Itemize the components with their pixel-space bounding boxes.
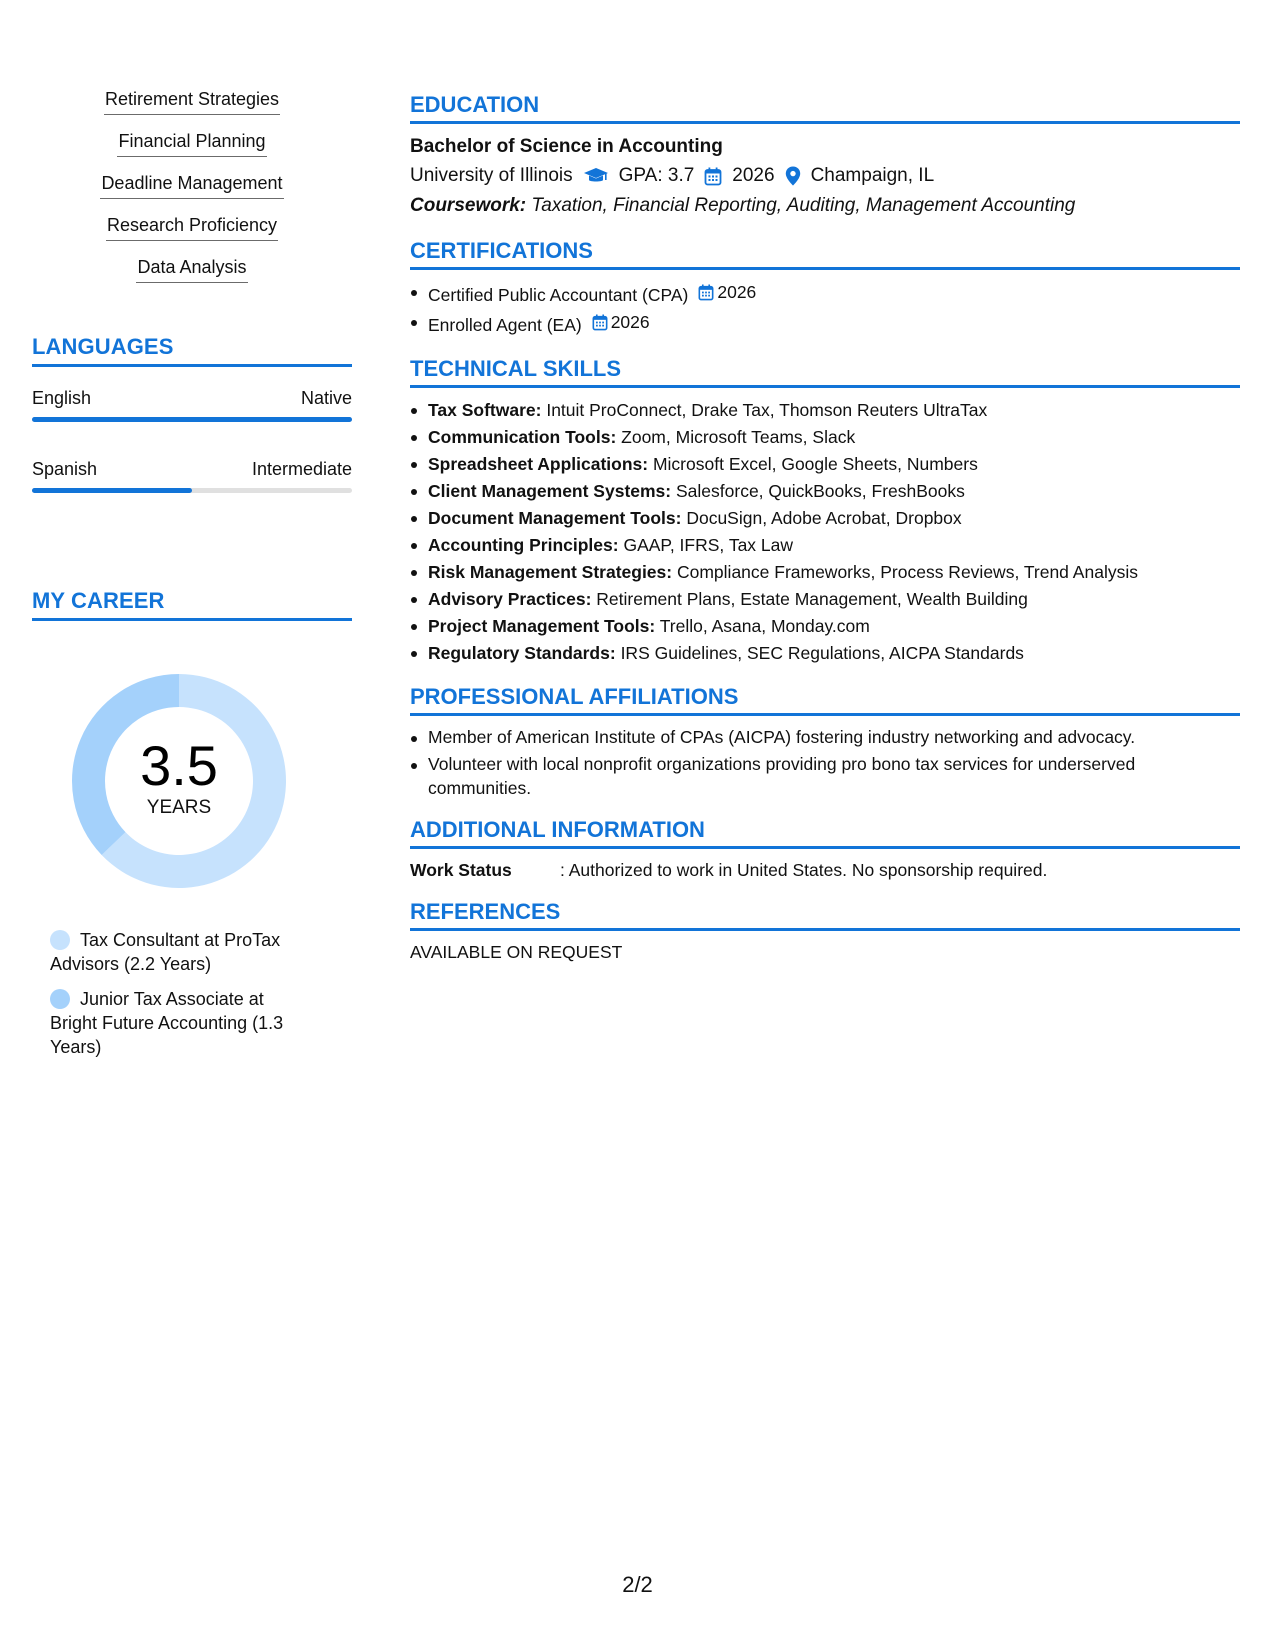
calendar-icon [592,314,608,331]
language-bar [32,488,352,493]
language-bar [32,417,352,422]
career-total-value: 3.5 [140,734,218,797]
strength-item: Research Proficiency [106,212,278,241]
strength-item: Financial Planning [117,128,266,157]
page-number: 2/2 [622,1572,653,1597]
skill-item [410,397,1240,424]
skill-category: Document Management Tools: [428,508,682,528]
certification-year: 2026 [610,312,650,332]
references-text: AVAILABLE ON REQUEST [410,942,623,962]
work-status-value: : Authorized to work in United States. No sponsorship required. [560,860,1048,880]
skill-category: Regulatory Standards: [428,643,616,663]
degree-title: Bachelor of Science in Accounting [410,136,723,157]
affiliations-list [410,725,1240,800]
languages-heading: LANGUAGES [32,334,352,367]
main-content [410,92,1240,981]
career-legend-item [50,928,300,976]
skill-category: Client Management Systems: [428,481,672,501]
skill-category: Communication Tools: [428,427,617,447]
skill-values: DocuSign, Adobe Acrobat, Dropbox [686,508,962,528]
language-name: Spanish [32,459,98,479]
language-level: Intermediate [251,459,352,479]
certifications-list [410,279,1240,339]
education-details [410,161,1240,191]
career-legend-label: Tax Consultant at ProTax Advisors (2.2 Years) [50,930,281,974]
certification-name: Enrolled Agent (EA) [428,315,582,335]
language-level: Native [300,388,352,408]
affiliation-item: Volunteer with local nonprofit organizations providing pro bono tax services for underserved communities. [410,752,1240,800]
career-heading: MY CAREER [32,588,352,621]
skill-values: GAAP, IFRS, Tax Law [623,535,794,555]
strength-item: Retirement Strategies [104,86,280,115]
skills-list [410,397,1240,667]
skill-item [410,424,1240,451]
graduation-year: 2026 [732,165,775,186]
skill-values: Intuit ProConnect, Drake Tax, Thomson Reuters UltraTax [546,400,988,420]
additional-heading: ADDITIONAL INFORMATION [410,817,1240,849]
legend-dot-icon [50,989,70,1009]
skill-category: Advisory Practices: [428,589,592,609]
strength-item: Data Analysis [136,254,247,283]
language-item [32,458,352,493]
legend-dot-icon [50,930,70,950]
skill-category: Accounting Principles: [428,535,619,555]
coursework-label: Coursework: [410,195,527,216]
strengths-list [32,86,352,296]
calendar-icon [704,167,722,186]
language-name: English [32,388,92,408]
calendar-icon [698,284,714,301]
skill-values: Microsoft Excel, Google Sheets, Numbers [652,454,978,474]
skill-values: Zoom, Microsoft Teams, Slack [621,427,856,447]
language-bar-fill [32,488,192,493]
certification-item [410,279,1240,309]
skill-item [410,586,1240,613]
languages-section [32,334,352,493]
education-heading: EDUCATION [410,92,1240,124]
sidebar [32,86,352,1057]
language-item [32,387,352,422]
affiliations-heading: PROFESSIONAL AFFILIATIONS [410,684,1240,716]
skill-item [410,640,1240,667]
additional-section [410,817,1240,882]
skill-item [410,532,1240,559]
skill-item [410,451,1240,478]
certification-name: Certified Public Accountant (CPA) [428,285,689,305]
career-legend-label: Junior Tax Associate at Bright Future Accounting (1.3 Years) [50,989,284,1057]
certification-year: 2026 [717,282,757,302]
career-legend [50,928,300,1070]
school-location: Champaign, IL [810,165,935,186]
coursework [410,191,1240,221]
skill-values: Salesforce, QuickBooks, FreshBooks [676,481,965,501]
references-heading: REFERENCES [410,899,1240,931]
language-bar-fill [32,417,352,422]
skill-values: Compliance Frameworks, Process Reviews, Trend Analysis [676,562,1138,582]
skill-item [410,559,1240,586]
gpa-value: GPA: 3.7 [618,165,695,186]
map-pin-icon [785,166,801,186]
work-status-label: Work Status [410,860,512,880]
skill-values: Retirement Plans, Estate Management, Wealth Building [596,589,1028,609]
graduation-cap-icon [583,167,609,185]
coursework-list: Taxation, Financial Reporting, Auditing, Management Accounting [531,195,1076,216]
donut-center [66,668,292,894]
skill-values: IRS Guidelines, SEC Regulations, AICPA Standards [620,643,1024,663]
skills-heading: TECHNICAL SKILLS [410,356,1240,388]
strength-item: Deadline Management [100,170,283,199]
affiliations-section [410,684,1240,800]
certifications-heading: CERTIFICATIONS [410,238,1240,270]
career-total-unit: YEARS [146,797,212,818]
skill-item [410,505,1240,532]
skill-category: Risk Management Strategies: [428,562,673,582]
work-status-row [410,858,1240,882]
affiliation-item: Member of American Institute of CPAs (AICPA) fostering industry networking and advocacy. [410,725,1240,749]
skill-item [410,478,1240,505]
school-name: University of Illinois [410,165,573,186]
education-section [410,92,1240,221]
career-donut [66,668,292,894]
skill-item [410,613,1240,640]
skill-category: Tax Software: [428,400,542,420]
skill-values: Trello, Asana, Monday.com [659,616,870,636]
certification-item [410,309,1240,339]
skills-section [410,356,1240,667]
references-section [410,899,1240,964]
certifications-section [410,238,1240,339]
career-section [32,588,352,1057]
career-legend-item [50,987,300,1059]
skill-category: Project Management Tools: [428,616,656,636]
skill-category: Spreadsheet Applications: [428,454,649,474]
